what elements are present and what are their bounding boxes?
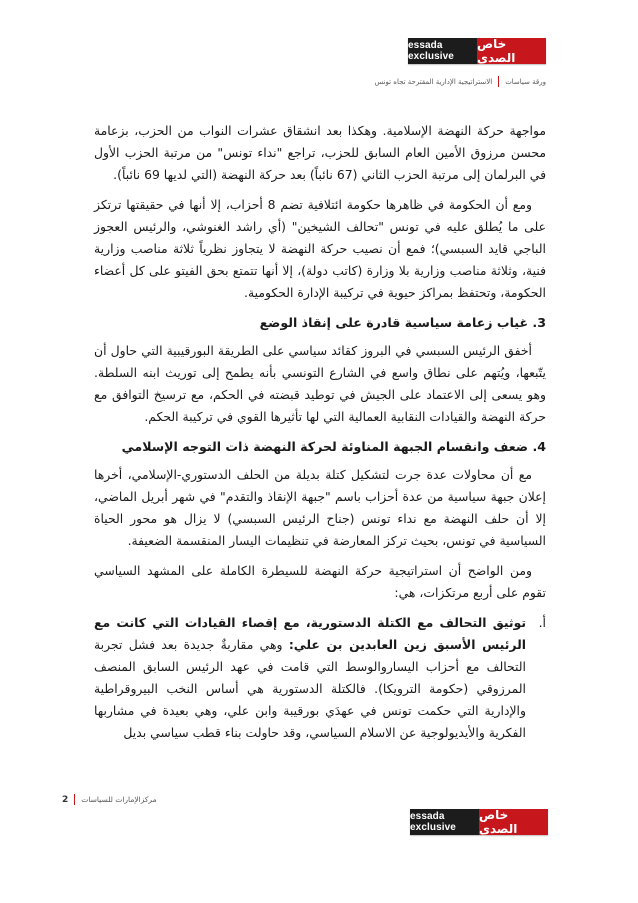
section-heading-3: 3. غياب زعامة سياسية قادرة على إنقاذ الوضع bbox=[259, 315, 546, 330]
list-item-rest: وهي مقاربةٌ جديدة بعد فشل تجربة التحالف مع أحزاب اليساروالوسط التي قامت في عهد الرئيس السابق المنصف المرزوقي (حكومة الترويكا). فالكتلة الدستورية هي أساس النخب البيروقراطية والإدارية التي حكمت تونس في عهدَي بورقيبة وابن علي، وهي بعيدة في مشاربها الفكرية والأيديولوجية عن الاسلام السياسي، وقد حاولت بناء قطب سياسي بديل bbox=[94, 637, 526, 740]
logo-english-text: essada exclusive bbox=[408, 38, 477, 64]
document-body bbox=[94, 120, 546, 744]
paragraph-3: أخفق الرئيس السبسي في البروز كقائد سياسي على الطريقة البورقيبية التي حاول أن يتّبعها، ويُتهم على نطاق واسع في الشارع التونسي بأنه يطمح إلى توريث ابنه السلطة. وهو يسعى إلى الاعتماد على الجيش في توطيد قبضته في الحكم، مع ترسيخ التوافق مع حركة النهضة والقيادات النقابية العمالية التي لها تأثيرها القوي في تركيبة الحكم. bbox=[94, 343, 546, 424]
header-divider bbox=[498, 76, 499, 87]
logo-arabic-text: خاص الصدى bbox=[479, 809, 548, 835]
list-item-a bbox=[94, 612, 546, 744]
logo-top bbox=[408, 38, 546, 64]
header-doc-type: ورقة سياسات bbox=[505, 77, 546, 86]
page-footer bbox=[62, 794, 157, 805]
page-number: 2 bbox=[62, 794, 69, 805]
footer-org-name: مركزالإمارات للسياسات bbox=[81, 795, 157, 804]
section-heading-4: 4. ضعف وانقسام الجبهة المناوئة لحركة النهضة ذات التوجه الإسلامي bbox=[121, 439, 546, 454]
header-doc-title: الاستراتيجية الإدارية المقترحة تجاه تونس bbox=[374, 77, 493, 86]
logo-english-text: essada exclusive bbox=[410, 809, 479, 835]
list-item-bold-lead: توثيق التحالف مع الكتلة الدستورية، مع إقصاء القيادات التي كانت مع الرئيس الأسبق زين العابدين بن علي: bbox=[94, 615, 526, 652]
page-header bbox=[375, 76, 546, 87]
logo-arabic-text: خاص الصدى bbox=[477, 38, 546, 64]
footer-divider bbox=[74, 794, 75, 805]
list-item-marker: أ. bbox=[538, 615, 546, 630]
paragraph-5: ومن الواضح أن استراتيجية حركة النهضة للسيطرة الكاملة على المشهد السياسي تقوم على أربع مرتكزات، هي: bbox=[94, 563, 546, 600]
paragraph-1: مواجهة حركة النهضة الإسلامية. وهكذا بعد انشقاق عشرات النواب من الحزب، بزعامة محسن مرزوق الأمين العام السابق للحزب، تراجع "نداء تونس" من مرتبة الحزب الأول في البرلمان إلى مرتبة الحزب الثاني (67 نائباً) بعد حركة النهضة (التي لديها 69 نائباً). bbox=[94, 123, 546, 182]
logo-bottom bbox=[410, 809, 548, 835]
paragraph-4: مع أن محاولات عدة جرت لتشكيل كتلة بديلة من الحلف الدستوري-الإسلامي، أخرها إعلان جبهة سياسية من عدة أحزاب باسم "جبهة الإنقاذ والتقدم" في شهر أبريل الماضي، إلا أن حلف النهضة مع نداء تونس (جناح الرئيس السبسي) لا يزال هو محور الحياة السياسية في تونس، بحيث تركز المعارضة في تنظيمات اليسار المنقسمة الضعيفة. bbox=[94, 467, 546, 548]
list-item-text bbox=[94, 612, 526, 744]
paragraph-2: ومع أن الحكومة في ظاهرها حكومة ائتلافية تضم 8 أحزاب، إلا أنها في حقيقتها ترتكز على ما يُطلق عليه في تونس "تحالف الشيخين" (أي راشد الغنوشي، والرئيس العجوز الباجي قايد السبسي)؛ فمع أن نصيب حركة النهضة لا يتجاوز نظرياً ثلاثة مناصب وزارية فنية، وثلاثة مناصب وزارية بلا وزارة (كاتب دولة)، إلا أنها تتمتع بحق الفيتو على كل أعضاء الحكومة، وتحتفظ بمراكز حيوية في تركيبة الإدارة الحكومية. bbox=[94, 197, 546, 300]
